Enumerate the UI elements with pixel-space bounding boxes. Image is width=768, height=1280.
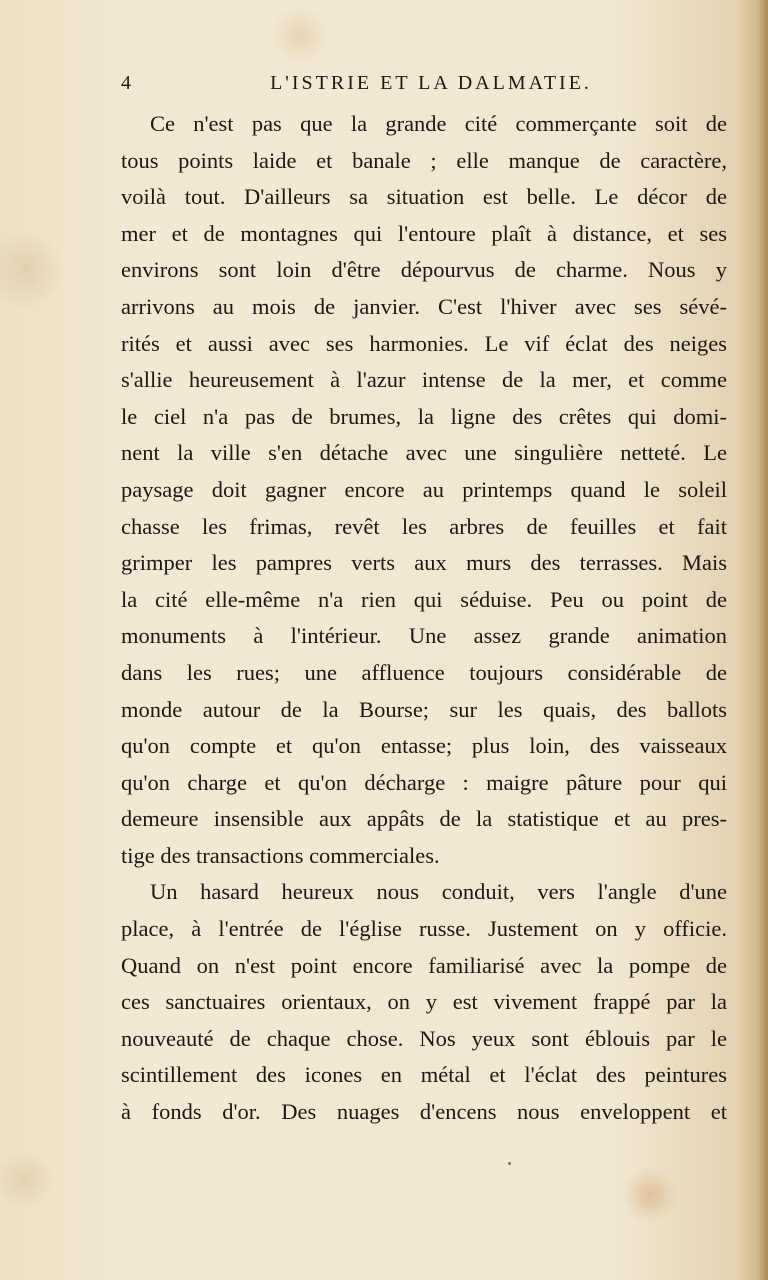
text-line: Ce n'est pas que la grande cité commerçante soit de [150, 111, 727, 136]
text-line: qu'on charge et qu'on décharge : maigre pâture pour qui [121, 769, 727, 795]
text-line: nouveauté de chaque chose. Nos yeux sont éblouis par le [121, 1025, 727, 1051]
text-line: la cité elle-même n'a rien qui séduise. Peu ou point de [121, 586, 727, 612]
text-line: voilà tout. D'ailleurs sa situation est belle. Le décor de [121, 184, 727, 210]
text-line: dans les rues; une affluence toujours considérable de [121, 659, 727, 685]
body-text [121, 106, 727, 1131]
text-line: scintillement des icones en métal et l'éclat des peintures [121, 1062, 727, 1088]
text-line: monde autour de la Bourse; sur les quais, des ballots [121, 696, 727, 722]
page-number: 4 [121, 72, 134, 94]
text-line: Quand on n'est point encore familiarisé avec la pompe de [121, 952, 727, 978]
text-line: chasse les frimas, revêt les arbres de feuilles et fait [121, 513, 727, 539]
page-header [121, 66, 727, 100]
text-line: tige des transactions commerciales. [121, 842, 440, 868]
text-line: rités et aussi avec ses harmonies. Le vif éclat des neiges [121, 330, 727, 356]
text-line: Un hasard heureux nous conduit, vers l'angle d'une [150, 879, 727, 905]
text-line: paysage doit gagner encore au printemps quand le soleil [121, 476, 727, 502]
text-line: arrivons au mois de janvier. C'est l'hiver avec ses sévé- [121, 293, 727, 319]
text-line: mer et de montagnes qui l'entoure plaît à distance, et ses [121, 220, 727, 246]
text-line: demeure insensible aux appâts de la statistique et au pres- [121, 806, 727, 832]
text-line: s'allie heureusement à l'azur intense de la mer, et comme [121, 367, 727, 393]
text-line: grimper les pampres verts aux murs des terrasses. Mais [121, 550, 727, 576]
text-line: nent la ville s'en détache avec une singulière netteté. Le [121, 440, 727, 466]
text-line: ces sanctuaires orientaux, on y est vivement frappé par la [121, 989, 727, 1015]
page-spine-shadow [758, 0, 768, 1280]
text-line: qu'on compte et qu'on entasse; plus loin, des vaisseaux [121, 733, 727, 759]
text-line: environs sont loin d'être dépourvus de charme. Nous y [121, 257, 727, 283]
text-line: tous points laide et banale ; elle manque de caractère, [121, 147, 727, 173]
text-line: à fonds d'or. Des nuages d'encens nous enveloppent et [121, 1099, 727, 1125]
text-line: place, à l'entrée de l'église russe. Justement on y officie. [121, 916, 727, 942]
running-title: L'ISTRIE ET LA DALMATIE. [270, 72, 592, 94]
paper-speck [508, 1162, 511, 1165]
text-line: monuments à l'intérieur. Une assez grande animation [121, 623, 727, 649]
text-line: le ciel n'a pas de brumes, la ligne des crêtes qui domi- [121, 403, 727, 429]
